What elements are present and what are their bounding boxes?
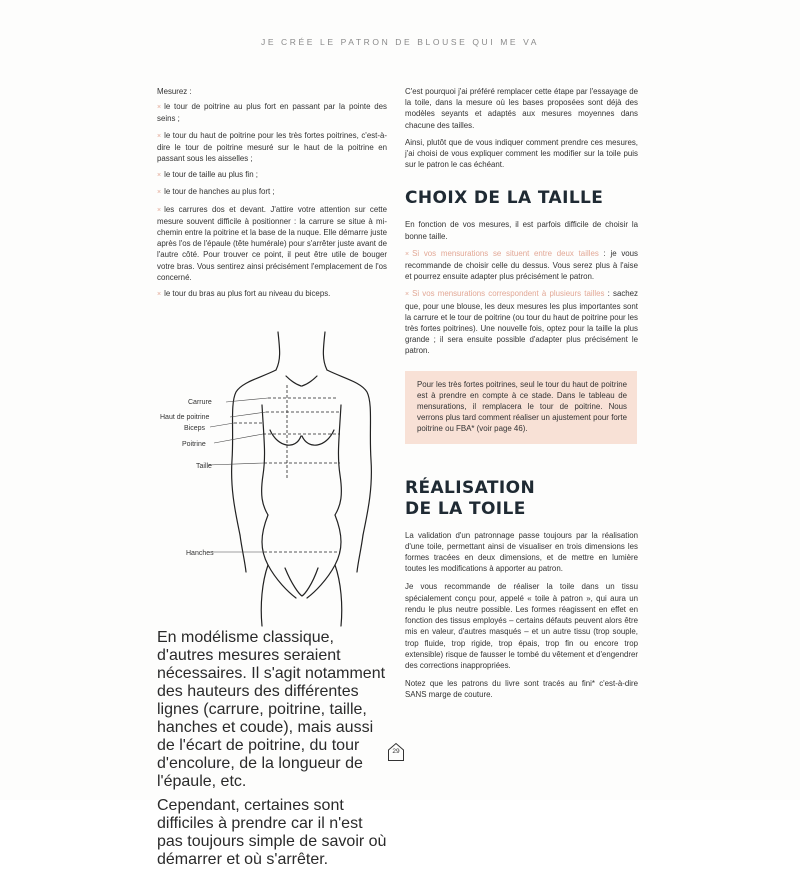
list-item <box>157 169 387 181</box>
list-item <box>157 186 387 198</box>
body-measurement-figure <box>150 330 400 630</box>
list-item <box>157 101 387 124</box>
bullet-icon: × <box>157 291 162 299</box>
label-haut-de-poitrine: Haut de poitrine <box>160 414 210 421</box>
bullet-paragraph <box>405 248 638 283</box>
heading-line-1: RÉALISATION <box>405 477 536 498</box>
label-biceps: Biceps <box>184 425 206 432</box>
bullet-icon: × <box>157 132 162 140</box>
bullet-icon: × <box>405 291 410 299</box>
paragraph: Ainsi, plutôt que de vous indiquer comment prendre ces mesures, j'ai choisi de vous expliquer comment les modifier sur la toile puis sur le patron le cas échéant. <box>405 137 638 170</box>
right-intro <box>405 86 638 170</box>
list-item-text: le tour du haut de poitrine pour les très fortes poitrines, c'est-à-dire le tour de poitrine mesuré sur le haut de la poitrine en passant sous les aisselles ; <box>157 130 387 164</box>
paragraph: La validation d'un patronnage passe toujours par la réalisation d'une toile, permettant ainsi de visualiser en trois dimensions les formes tracées en deux dimensions, et de mettre en lumière toutes les modifications à apporter au patron. <box>405 530 638 574</box>
paragraph: Notez que les patrons du livre sont tracés au fini* c'est-à-dire SANS marge de couture. <box>405 679 638 700</box>
left-bottom-text <box>157 629 387 875</box>
list-item <box>157 130 387 165</box>
list-item-text: le tour de poitrine au plus fort en passant par la pointe des seins ; <box>157 102 387 124</box>
list-item-text: le tour de taille au plus fin ; <box>164 170 258 180</box>
bullet-paragraph <box>405 288 638 356</box>
paragraph: Je vous recommande de réaliser la toile dans un tissu spécialement conçu pour, appelé « toile à patron », qui aura un rendu le plus neutre possible. Les formes réagissent en effet en fonction des tissus employés – certains défauts peuvent alors être mis en valeur, d'autres masqués – et un autre tissu (trop souple, trop fluide, trop rigide, trop épais, trop fin ou encore trop extensible) risque de fausser le tombé du vêtement et d'engendrer des corrections inappropriées. <box>405 582 638 670</box>
measure-intro: Mesurez : <box>157 87 192 96</box>
bullet-lead: Si vos mensurations se situent entre deux tailles <box>412 248 599 258</box>
bullet-rest: : sachez que, pour une blouse, les deux mesures les plus importantes sont la carrure et le tour de poitrine (ou tour du haut de poitrine pour les très fortes poitrines). Une nouvelle fois, optez pour la taille la plus grande ; il sera ensuite possible d'adapter plus précisément le patron. <box>405 289 638 356</box>
bullet-icon: × <box>157 104 162 112</box>
section-heading-realisation <box>405 478 638 520</box>
label-taille: Taille <box>196 463 212 470</box>
bullet-icon: × <box>405 250 410 258</box>
list-item <box>157 204 387 283</box>
section-heading-choix: CHOIX DE LA TAILLE <box>405 188 604 209</box>
callout-text: Pour les très fortes poitrines, seul le tour du haut de poitrine est à prendre en compte à ce stade. Dans le tableau de mensurations, il remplacera le tour de poitrine. Nous verrons plus tard comment réaliser un ajustement pour forte poitrine ou FBA* (voir page 46). <box>417 379 627 434</box>
running-head: JE CRÉE LE PATRON DE BLOUSE QUI ME VA <box>260 37 540 47</box>
list-item-text: les carrures dos et devant. J'attire votre attention sur cette mesure souvent difficile à positionner : la carrure se situe à mi-chemin entre la poitrine et la base de la nuque. Elle démarre juste après l'os de l'épaule (tête humérale) pour s'arrêter juste avant de l'autre côté. Pour trouver ce point, il peut être utile de bouger votre bras. Vous sentirez ainsi précisément l'emplacement de l'os concerné. <box>157 204 387 282</box>
measure-list <box>157 101 387 300</box>
bullet-icon: × <box>157 189 162 197</box>
label-poitrine: Poitrine <box>182 441 206 448</box>
list-item-text: le tour du bras au plus fort au niveau du biceps. <box>164 289 331 299</box>
bullet-icon: × <box>157 172 162 180</box>
paragraph: En modélisme classique, d'autres mesures seraient nécessaires. Il s'agit notamment des hauteurs des différentes lignes (carrure, poitrine, taille, hanches et coude), mais aussi de l'écart de poitrine, du tour d'encolure, de la longueur de l'épaule, etc. <box>157 629 386 790</box>
label-hanches: Hanches <box>186 550 214 557</box>
body-illustration <box>150 330 400 630</box>
right-column <box>405 86 638 708</box>
callout-box <box>405 371 637 444</box>
bullet-rest: : je vous recommande de choisir celle du dessus. Vous serez plus à l'aise et pourrez ensuite adapter plus précisément le patron. <box>405 248 638 282</box>
page-number: 29 <box>392 748 400 755</box>
paragraph: Cependant, certaines sont difficiles à prendre car il n'est pas toujours simple de savoir où démarrer et où s'arrêter. <box>157 797 387 868</box>
list-item <box>157 288 387 300</box>
bullet-icon: × <box>157 206 162 214</box>
realisation-section <box>405 530 638 701</box>
choix-section <box>405 219 638 356</box>
bullet-lead: Si vos mensurations correspondent à plusieurs tailles <box>412 289 605 299</box>
left-column <box>157 86 387 305</box>
paragraph: C'est pourquoi j'ai préféré remplacer cette étape par l'essayage de la toile, dans la mesure où les bases proposées sont déjà des modèles seyants et adaptés aux mesures moyennes dans chacune des tailles. <box>405 87 638 130</box>
paragraph: En fonction de vos mesures, il est parfois difficile de choisir la bonne taille. <box>405 220 638 241</box>
page-number-badge <box>387 742 405 762</box>
list-item-text: le tour de hanches au plus fort ; <box>164 187 275 197</box>
heading-line-2: DE LA TOILE <box>405 498 526 519</box>
label-carrure: Carrure <box>188 399 212 406</box>
